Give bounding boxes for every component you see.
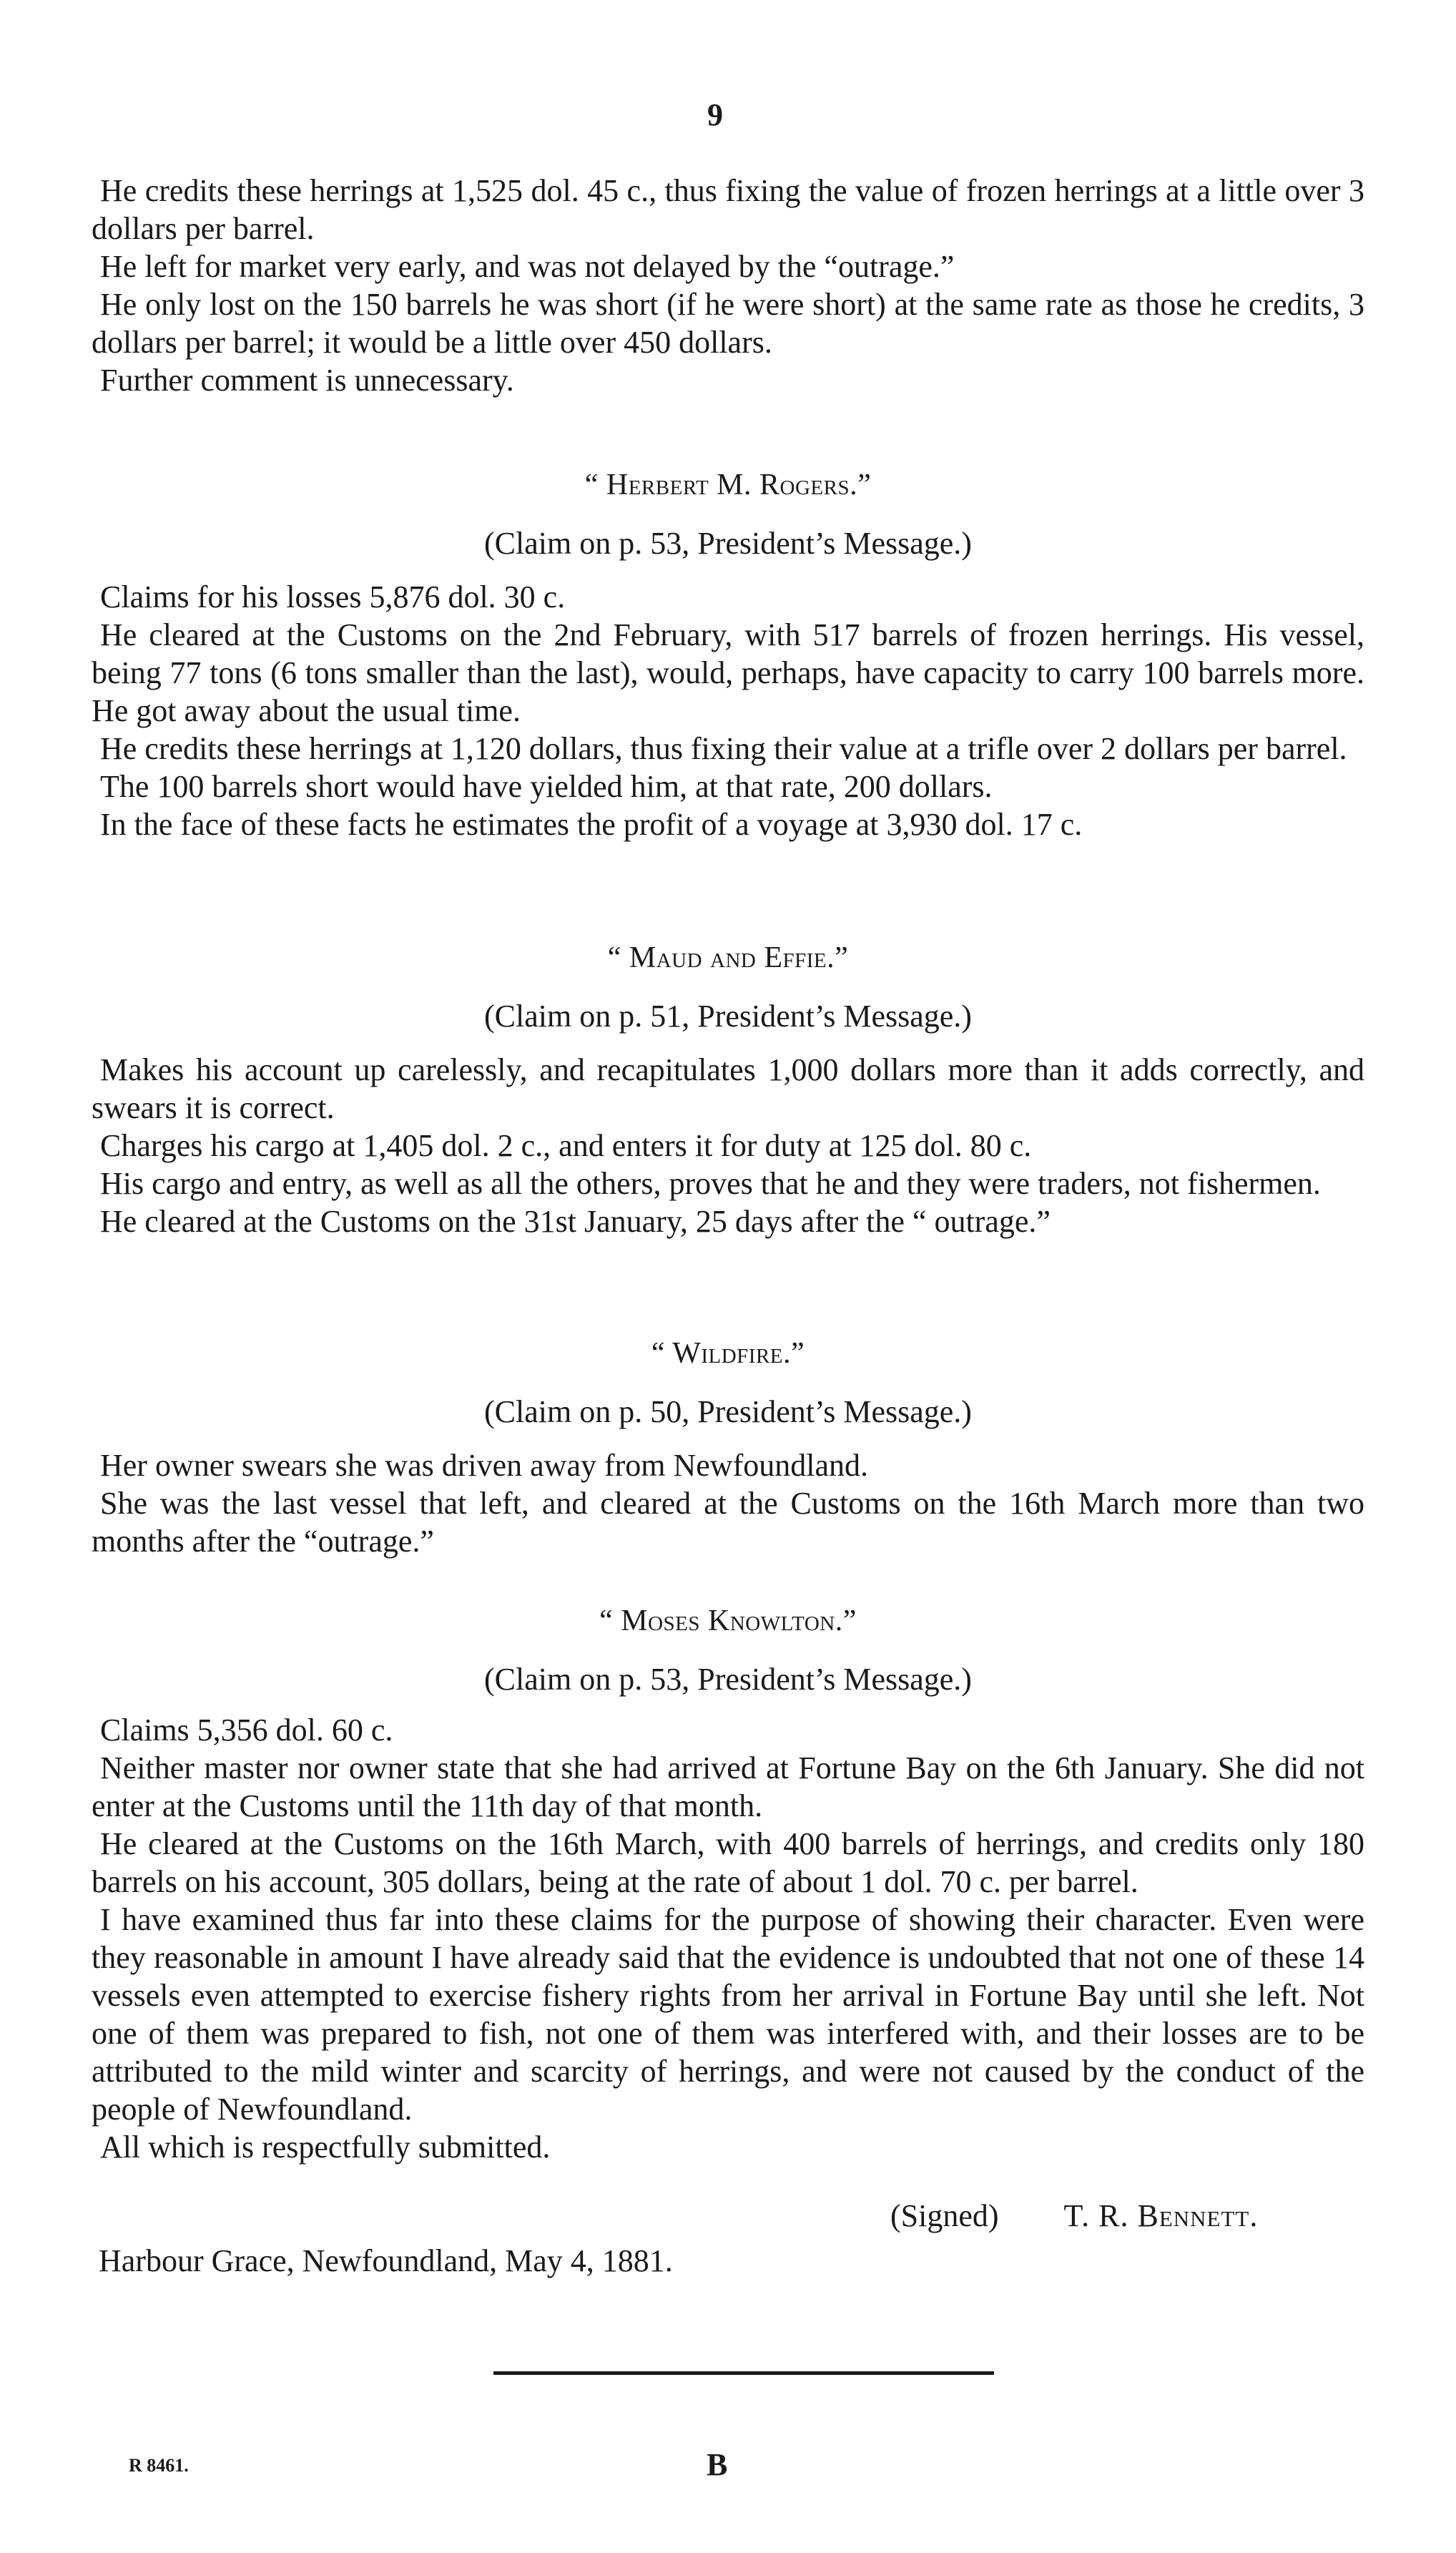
section-title: “ Wildfire.” xyxy=(651,1337,805,1370)
paragraph: I have examined thus far into these claims for the purpose of showing their character. Even were they reasonable in amount I have already said that the evidence is undoubted that not one of these 14 vessels even attempted to exercise fishery rights from her arrival in Fortune Bay until she left. Not one of them was prepared to fish, not one of them was interfered with, and their losses are to be attributed to the mild winter and scarcity of herrings, and were not caused by the conduct of the people of Newfoundland. xyxy=(92,1902,1364,2127)
paragraph: All which is respectfully submitted. xyxy=(100,2130,551,2165)
footer-signature-mark: B xyxy=(707,2447,728,2482)
paragraph: His cargo and entry, as well as all the others, proves that he and they were traders, not fishermen. xyxy=(100,1166,1321,1201)
signatory-name: T. R. Bennett. xyxy=(1063,2198,1259,2233)
claim-reference: (Claim on p. 50, President’s Message.) xyxy=(484,1394,972,1429)
paragraph: In the face of these facts he estimates the profit of a voyage at 3,930 dol. 17 c. xyxy=(100,807,1083,842)
claim-reference: (Claim on p. 51, President’s Message.) xyxy=(484,999,972,1034)
section-title: “ Herbert M. Rogers.” xyxy=(584,469,872,501)
paragraph: Makes his account up carelessly, and recapitulates 1,000 dollars more than it adds correctly, and swears it is correct. xyxy=(92,1052,1364,1125)
signed-label: (Signed) xyxy=(890,2198,999,2233)
section-title: “ Maud and Effie.” xyxy=(607,941,849,974)
signature-line xyxy=(890,2197,1258,2234)
closing-rule xyxy=(493,2371,994,2375)
place-and-date: Harbour Grace, Newfoundland, May 4, 1881. xyxy=(99,2243,673,2278)
section-wildfire xyxy=(92,1335,1364,1560)
paragraph: He cleared at the Customs on the 2nd February, with 517 barrels of frozen herrings. His vessel, being 77 tons (6 tons smaller than the last), would, perhaps, have capacity to carry 100 barrels more. He got away about the usual time. xyxy=(92,617,1364,728)
paragraph: Neither master nor owner state that she had arrived at Fortune Bay on the 6th January. She did not enter at the Customs until the 11th day of that month. xyxy=(92,1750,1364,1823)
paragraph: Claims for his losses 5,876 dol. 30 c. xyxy=(100,579,566,614)
paragraph: Charges his cargo at 1,405 dol. 2 c., and enters it for duty at 125 dol. 80 c. xyxy=(100,1128,1032,1163)
section-moses-knowlton xyxy=(92,1602,1364,2166)
paragraph: He credits these herrings at 1,120 dollars, thus fixing their value at a trifle over 2 dollars per barrel. xyxy=(100,731,1347,766)
claim-reference: (Claim on p. 53, President’s Message.) xyxy=(484,1662,972,1697)
paragraph: The 100 barrels short would have yielded him, at that rate, 200 dollars. xyxy=(100,769,993,804)
paragraph: He only lost on the 150 barrels he was short (if he were short) at the same rate as those he credits, 3 dollars per barrel; it would be a little over 450 dollars. xyxy=(92,287,1364,360)
paragraph: He left for market very early, and was not delayed by the “outrage.” xyxy=(100,249,955,284)
paragraph: Claims 5,356 dol. 60 c. xyxy=(100,1712,393,1748)
section-title: “ Moses Knowlton.” xyxy=(599,1604,857,1637)
footer-reference: R 8461. xyxy=(129,2455,189,2476)
section-herbert-m-rogers xyxy=(92,466,1364,843)
paragraph: He credits these herrings at 1,525 dol. 45 c., thus fixing the value of frozen herrings at a little over 3 dollars per barrel. xyxy=(92,173,1364,246)
page-number: 9 xyxy=(707,97,723,132)
paragraph: She was the last vessel that left, and cleared at the Customs on the 16th March more than two months after the “outrage.” xyxy=(92,1486,1364,1559)
intro-block xyxy=(92,172,1364,399)
paragraph: Further comment is unnecessary. xyxy=(100,363,514,398)
section-maud-and-effie xyxy=(92,939,1364,1240)
claim-reference: (Claim on p. 53, President’s Message.) xyxy=(484,526,972,561)
paragraph: He cleared at the Customs on the 31st January, 25 days after the “ outrage.” xyxy=(100,1204,1051,1239)
paragraph: Her owner swears she was driven away from Newfoundland. xyxy=(100,1448,868,1483)
paragraph: He cleared at the Customs on the 16th March, with 400 barrels of herrings, and credits only 180 barrels on his account, 305 dollars, being at the rate of about 1 dol. 70 c. per barrel. xyxy=(92,1826,1364,1899)
